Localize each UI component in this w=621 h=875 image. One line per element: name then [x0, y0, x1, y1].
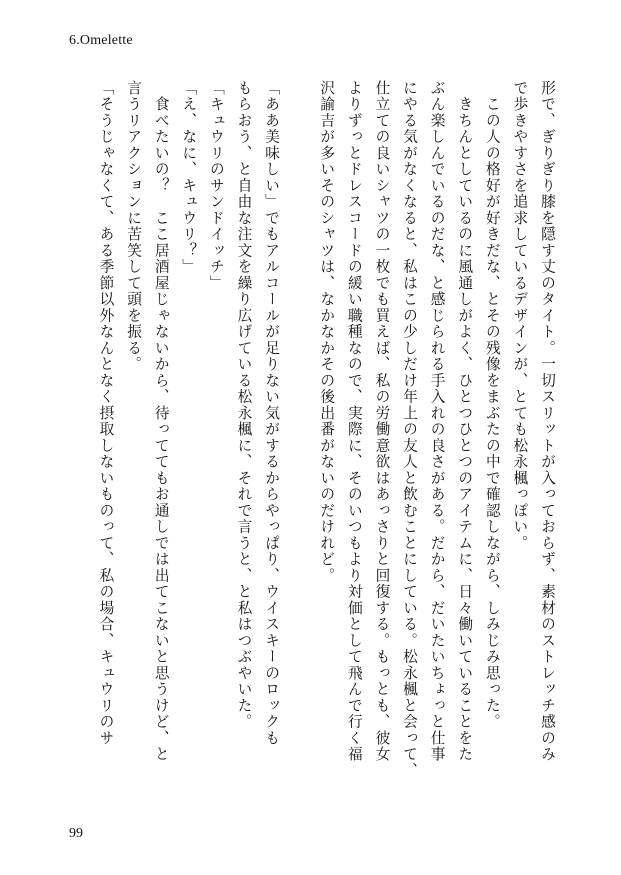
text-line: 「ああ美味しい」でもアルコールが足りない気がするからやっぱり、ウイスキーのロックも — [263, 80, 281, 747]
text-line: もらおう、と自由な注文を繰り広げている松永楓に、それで言うと、と私はつぶやいた。 — [235, 80, 253, 730]
text-line: 「え、なに、キュウリ？」 — [180, 80, 198, 275]
text-line: 「そうじゃなくて、ある季節以外なんとなく摂取しないものって、私の場合、キュウリのサ — [97, 80, 115, 747]
text-line: 言うリアクションに苦笑して頭を振る。 — [125, 80, 143, 373]
text-line: よりずっとドレスコードの緩い職種なので、実際に、そのいつもより対価として飛んで行く福 — [345, 80, 363, 763]
text-line: にやる気がなくなると、私はこの少しだけ年上の友人と飲むことにしている。松永楓と会って、 — [401, 80, 419, 779]
text-line: 「キュウリのサンドイッチ」 — [207, 80, 225, 292]
running-head: 6.Omelette — [69, 33, 133, 48]
body-text — [61, 80, 561, 780]
text-line: 仕立ての良いシャツの一枚でも買えば、私の労働意欲はあっさりと回復する。もっとも、彼女 — [373, 80, 391, 763]
text-line: 沢諭吉が多いそのシャツは、なかなかその後出番がないのだけれど。 — [318, 80, 336, 584]
text-line: きちんとしているのに風通しがよく、ひとつひとつのアイテムに、日々働いていることをた — [456, 80, 474, 763]
text-line: 食べたいの？ ここ居酒屋じゃないから、待っててもお通しでは出てこないと思うけど、と — [152, 80, 170, 763]
text-line: ぶん楽しんでいるのだな、と感じられる手入れの良さがある。だから、だいたいちょっと仕事 — [428, 80, 446, 763]
text-line: 形で、ぎりぎり膝を隠す丈のタイト。一切スリットが入っておらず、素材のストレッチ感のみ — [539, 80, 556, 763]
text-line: この人の格好が好きだな、とその残像をまぶたの中で確認しながら、しみじみ思った。 — [483, 80, 501, 730]
page-number: 99 — [69, 826, 83, 841]
text-line: で歩きやすさを追求しているデザインが、とても松永楓っぽい。 — [511, 80, 529, 552]
blank-line — [285, 80, 313, 780]
